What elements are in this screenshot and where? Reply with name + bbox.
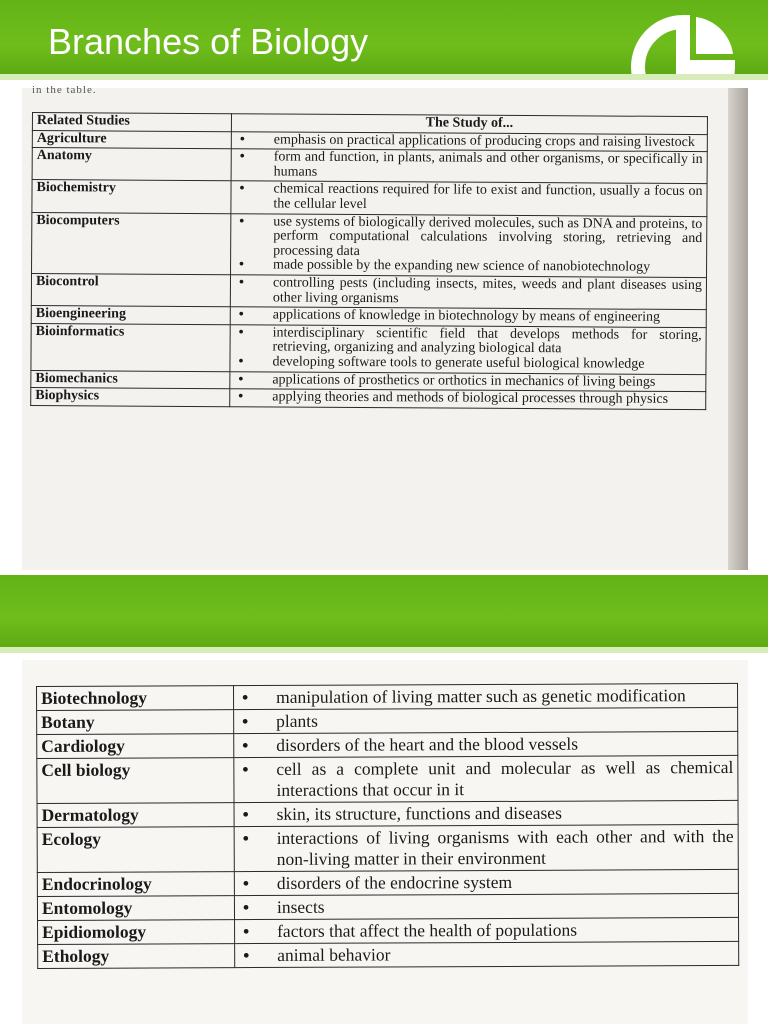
branches-table-1 [30,112,708,410]
branch-name: Dermatology [37,803,234,828]
description-bullet: • insects [239,895,734,918]
description-bullet: • form and function, in plants, animals and other organisms, or specifically in humans [236,150,703,182]
description-bullet: • chemical reactions required for life to exist and function, usually a focus on the cellular level [235,183,702,215]
table-row [32,148,707,184]
table-row [31,388,706,410]
branch-name: Bioengineering [31,306,230,325]
branch-description [234,707,738,733]
branch-description [234,800,738,826]
description-bullet: • skin, its structure, functions and diseases [239,802,734,825]
description-bullet: • made possible by the expanding new science of nanobiotechnology [235,259,702,276]
branch-description [234,683,738,709]
description-bullet: • factors that affect the health of populations [239,919,734,942]
table-row [37,755,738,803]
scanned-page-2 [22,660,748,1024]
table-row [38,941,739,968]
branch-description [234,893,738,919]
branch-description [235,917,739,943]
table-row [31,323,706,374]
branch-name: Biomechanics [31,370,230,389]
branch-description [234,731,738,757]
slide-header-1 [0,0,768,80]
branch-name: Endocrinology [37,872,234,897]
cut-off-text: in the table. [32,84,97,96]
table-row [32,212,707,277]
branch-name: Biophysics [31,388,230,407]
table-row [31,273,706,309]
branch-description [231,213,707,277]
branch-name: Cardiology [37,734,234,759]
branch-name: Ethology [38,944,235,969]
description-bullet: • applications of knowledge in biotechnology by means of engineering [235,308,702,325]
description-bullet: • plants [238,709,733,732]
table-row [37,869,738,896]
slide-header-2 [0,575,768,653]
branch-name: Agriculture [32,130,231,149]
table-row [37,893,738,920]
table-row [38,917,739,944]
description-bullet: • developing software tools to generate useful biological knowledge [234,355,701,372]
description-bullet: • animal behavior [239,943,734,966]
description-bullet: • controlling pests (including insects, mites, weeds and plant diseases using other living organisms [235,276,702,308]
branch-name: Biochemistry [32,180,231,213]
description-bullet: • interdisciplinary scientific field that develops methods for storing, retrieving, organizing and analyzing biological data [235,326,702,358]
branch-name: Biocontrol [31,273,230,306]
branch-name: Entomology [37,896,234,921]
branch-description [235,941,739,967]
description-bullet: • disorders of the heart and the blood vessels [238,733,733,756]
table-row [37,731,738,758]
branch-name: Botany [37,710,234,735]
branch-name: Biotechnology [37,686,234,711]
pie-chart-logo-icon [628,12,738,80]
description-bullet: • use systems of biologically derived molecules, such as DNA and proteins, to perform computational calculations involving storing, retrieving and processing data [235,215,702,262]
branch-name: Epidiomology [38,920,235,945]
column-header-study-of: The Study of... [231,114,707,135]
branch-name: Bioinformatics [31,323,230,371]
description-bullet: • disorders of the endocrine system [239,871,734,894]
table-row [32,180,707,216]
description-bullet: • applying theories and methods of biological processes through physics [234,390,701,407]
table-row [37,824,738,872]
description-bullet: • cell as a complete unit and molecular as well as chemical interactions that occur in it [238,757,733,801]
description-bullet: • emphasis on practical applications of producing crops and raising livestock [236,133,703,150]
branch-description [230,324,706,374]
table-row [37,683,738,710]
branch-description [230,275,706,310]
branch-description [234,824,738,871]
branches-table-2 [36,683,739,969]
description-bullet: • applications of prosthetics or orthotics in mechanics of living beings [234,373,701,390]
branch-description [234,755,738,802]
column-header-related-studies: Related Studies [32,113,231,132]
scanned-page-1 [22,84,748,570]
table-row [37,800,738,827]
branch-name: Cell biology [37,758,234,804]
table-row [37,707,738,734]
branch-name: Anatomy [32,148,231,181]
description-bullet: • manipulation of living matter such as genetic modification [238,685,733,708]
branch-description [231,149,707,184]
branch-description [231,181,707,216]
branch-name: Biocomputers [32,212,231,275]
branch-description [230,389,706,410]
branch-name: Ecology [37,827,234,873]
branch-description [234,869,738,895]
description-bullet: • interactions of living organisms with each other and with the non-living matter in their environment [239,826,734,870]
slide-title: Branches of Biology [48,21,369,62]
